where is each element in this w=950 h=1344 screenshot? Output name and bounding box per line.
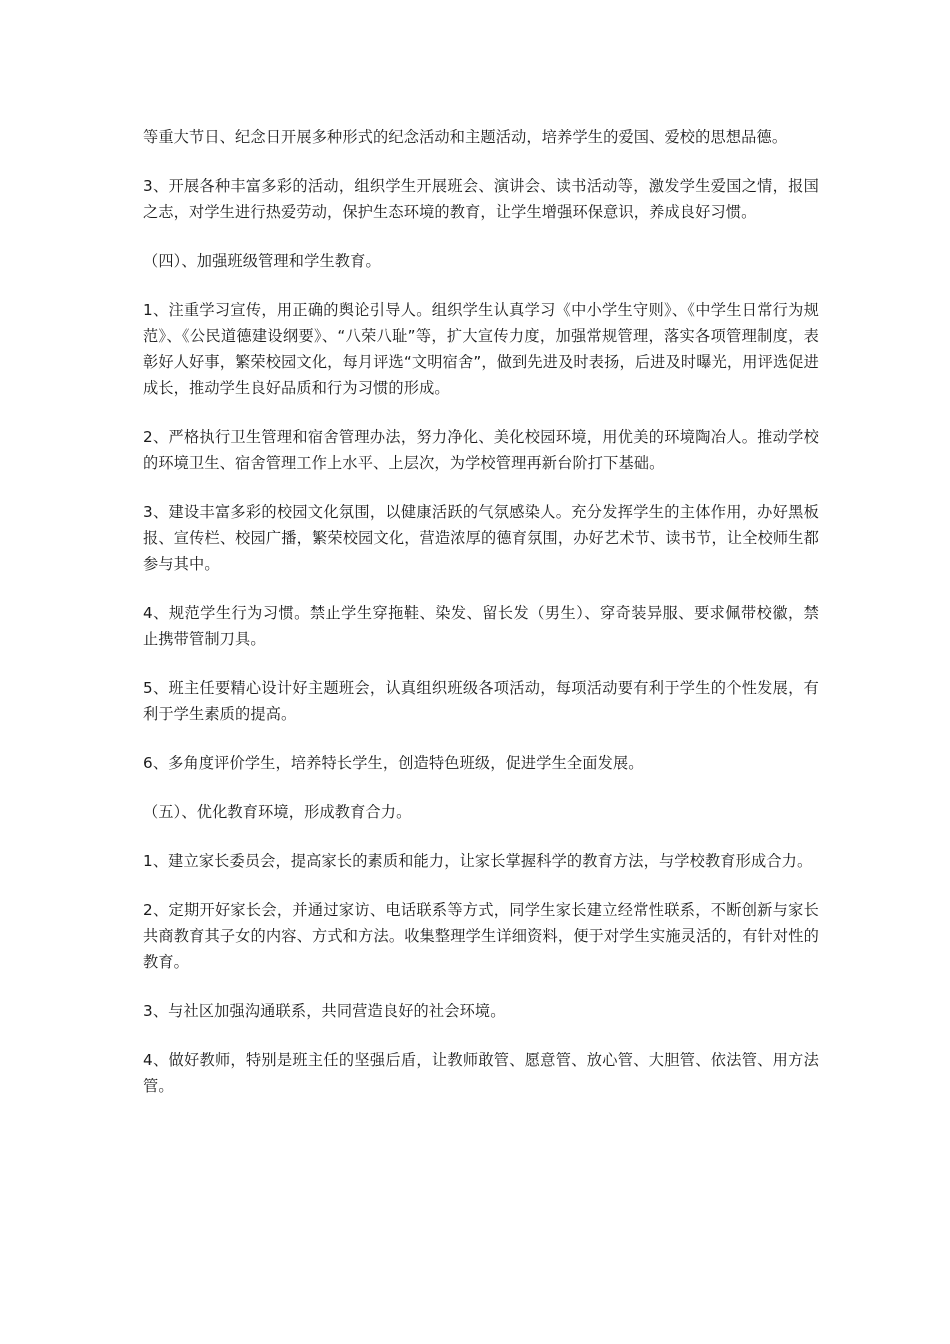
paragraph-4-item-2: 2、严格执行卫生管理和宿舍管理办法，努力净化、美化校园环境，用优美的环境陶冶人。推动学校的环境卫生、宿舍管理工作上水平、上层次，为学校管理再新台阶打下基础。 [143, 428, 819, 472]
section-heading-5: （五）、优化教育环境，形成教育合力。 [143, 803, 412, 821]
paragraph-4-item-5: 5、班主任要精心设计好主题班会，认真组织班级各项活动，每项活动要有利于学生的个性发展，有利于学生素质的提高。 [143, 679, 819, 723]
paragraph-5-item-1: 1、建立家长委员会，提高家长的素质和能力，让家长掌握科学的教育方法，与学校教育形成合力。 [143, 852, 813, 870]
document-page [143, 124, 819, 1122]
paragraph-4-item-3: 3、建设丰富多彩的校园文化氛围，以健康活跃的气氛感染人。充分发挥学生的主体作用，办好黑板报、宣传栏、校园广播，繁荣校园文化，营造浓厚的德育氛围，办好艺术节、读书节，让全校师生都参与其中。 [143, 503, 819, 573]
paragraph-5-item-4: 4、做好教师，特别是班主任的坚强后盾，让教师敢管、愿意管、放心管、大胆管、依法管、用方法管。 [143, 1051, 819, 1095]
paragraph-5-item-3: 3、与社区加强沟通联系，共同营造良好的社会环境。 [143, 1002, 506, 1020]
paragraph-4-item-4: 4、规范学生行为习惯。禁止学生穿拖鞋、染发、留长发（男生）、穿奇装异服、要求佩带校徽，禁止携带管制刀具。 [143, 604, 819, 648]
section-heading-4: （四）、加强班级管理和学生教育。 [143, 252, 381, 270]
paragraph-intro-continuation: 等重大节日、纪念日开展多种形式的纪念活动和主题活动，培养学生的爱国、爱校的思想品德。 [143, 128, 788, 146]
paragraph-item-3-activities: 3、开展各种丰富多彩的活动，组织学生开展班会、演讲会、读书活动等，激发学生爱国之情，报国之志，对学生进行热爱劳动，保护生态环境的教育，让学生增强环保意识，养成良好习惯。 [143, 177, 819, 221]
paragraph-4-item-6: 6、多角度评价学生，培养特长学生，创造特色班级，促进学生全面发展。 [143, 754, 644, 772]
paragraph-5-item-2: 2、定期开好家长会，并通过家访、电话联系等方式，同学生家长建立经常性联系，不断创新与家长共商教育其子女的内容、方式和方法。收集整理学生详细资料，便于对学生实施灵活的，有针对性的教育。 [143, 901, 819, 971]
paragraph-4-item-1: 1、注重学习宣传，用正确的舆论引导人。组织学生认真学习《中小学生守则》、《中学生日常行为规范》、《公民道德建设纲要》、“八荣八耻”等，扩大宣传力度，加强常规管理，落实各项管理制度，表彰好人好事，繁荣校园文化，每月评选“文明宿舍”，做到先进及时表扬，后进及时曝光，用评选促进成长，推动学生良好品质和行为习惯的形成。 [143, 301, 819, 397]
